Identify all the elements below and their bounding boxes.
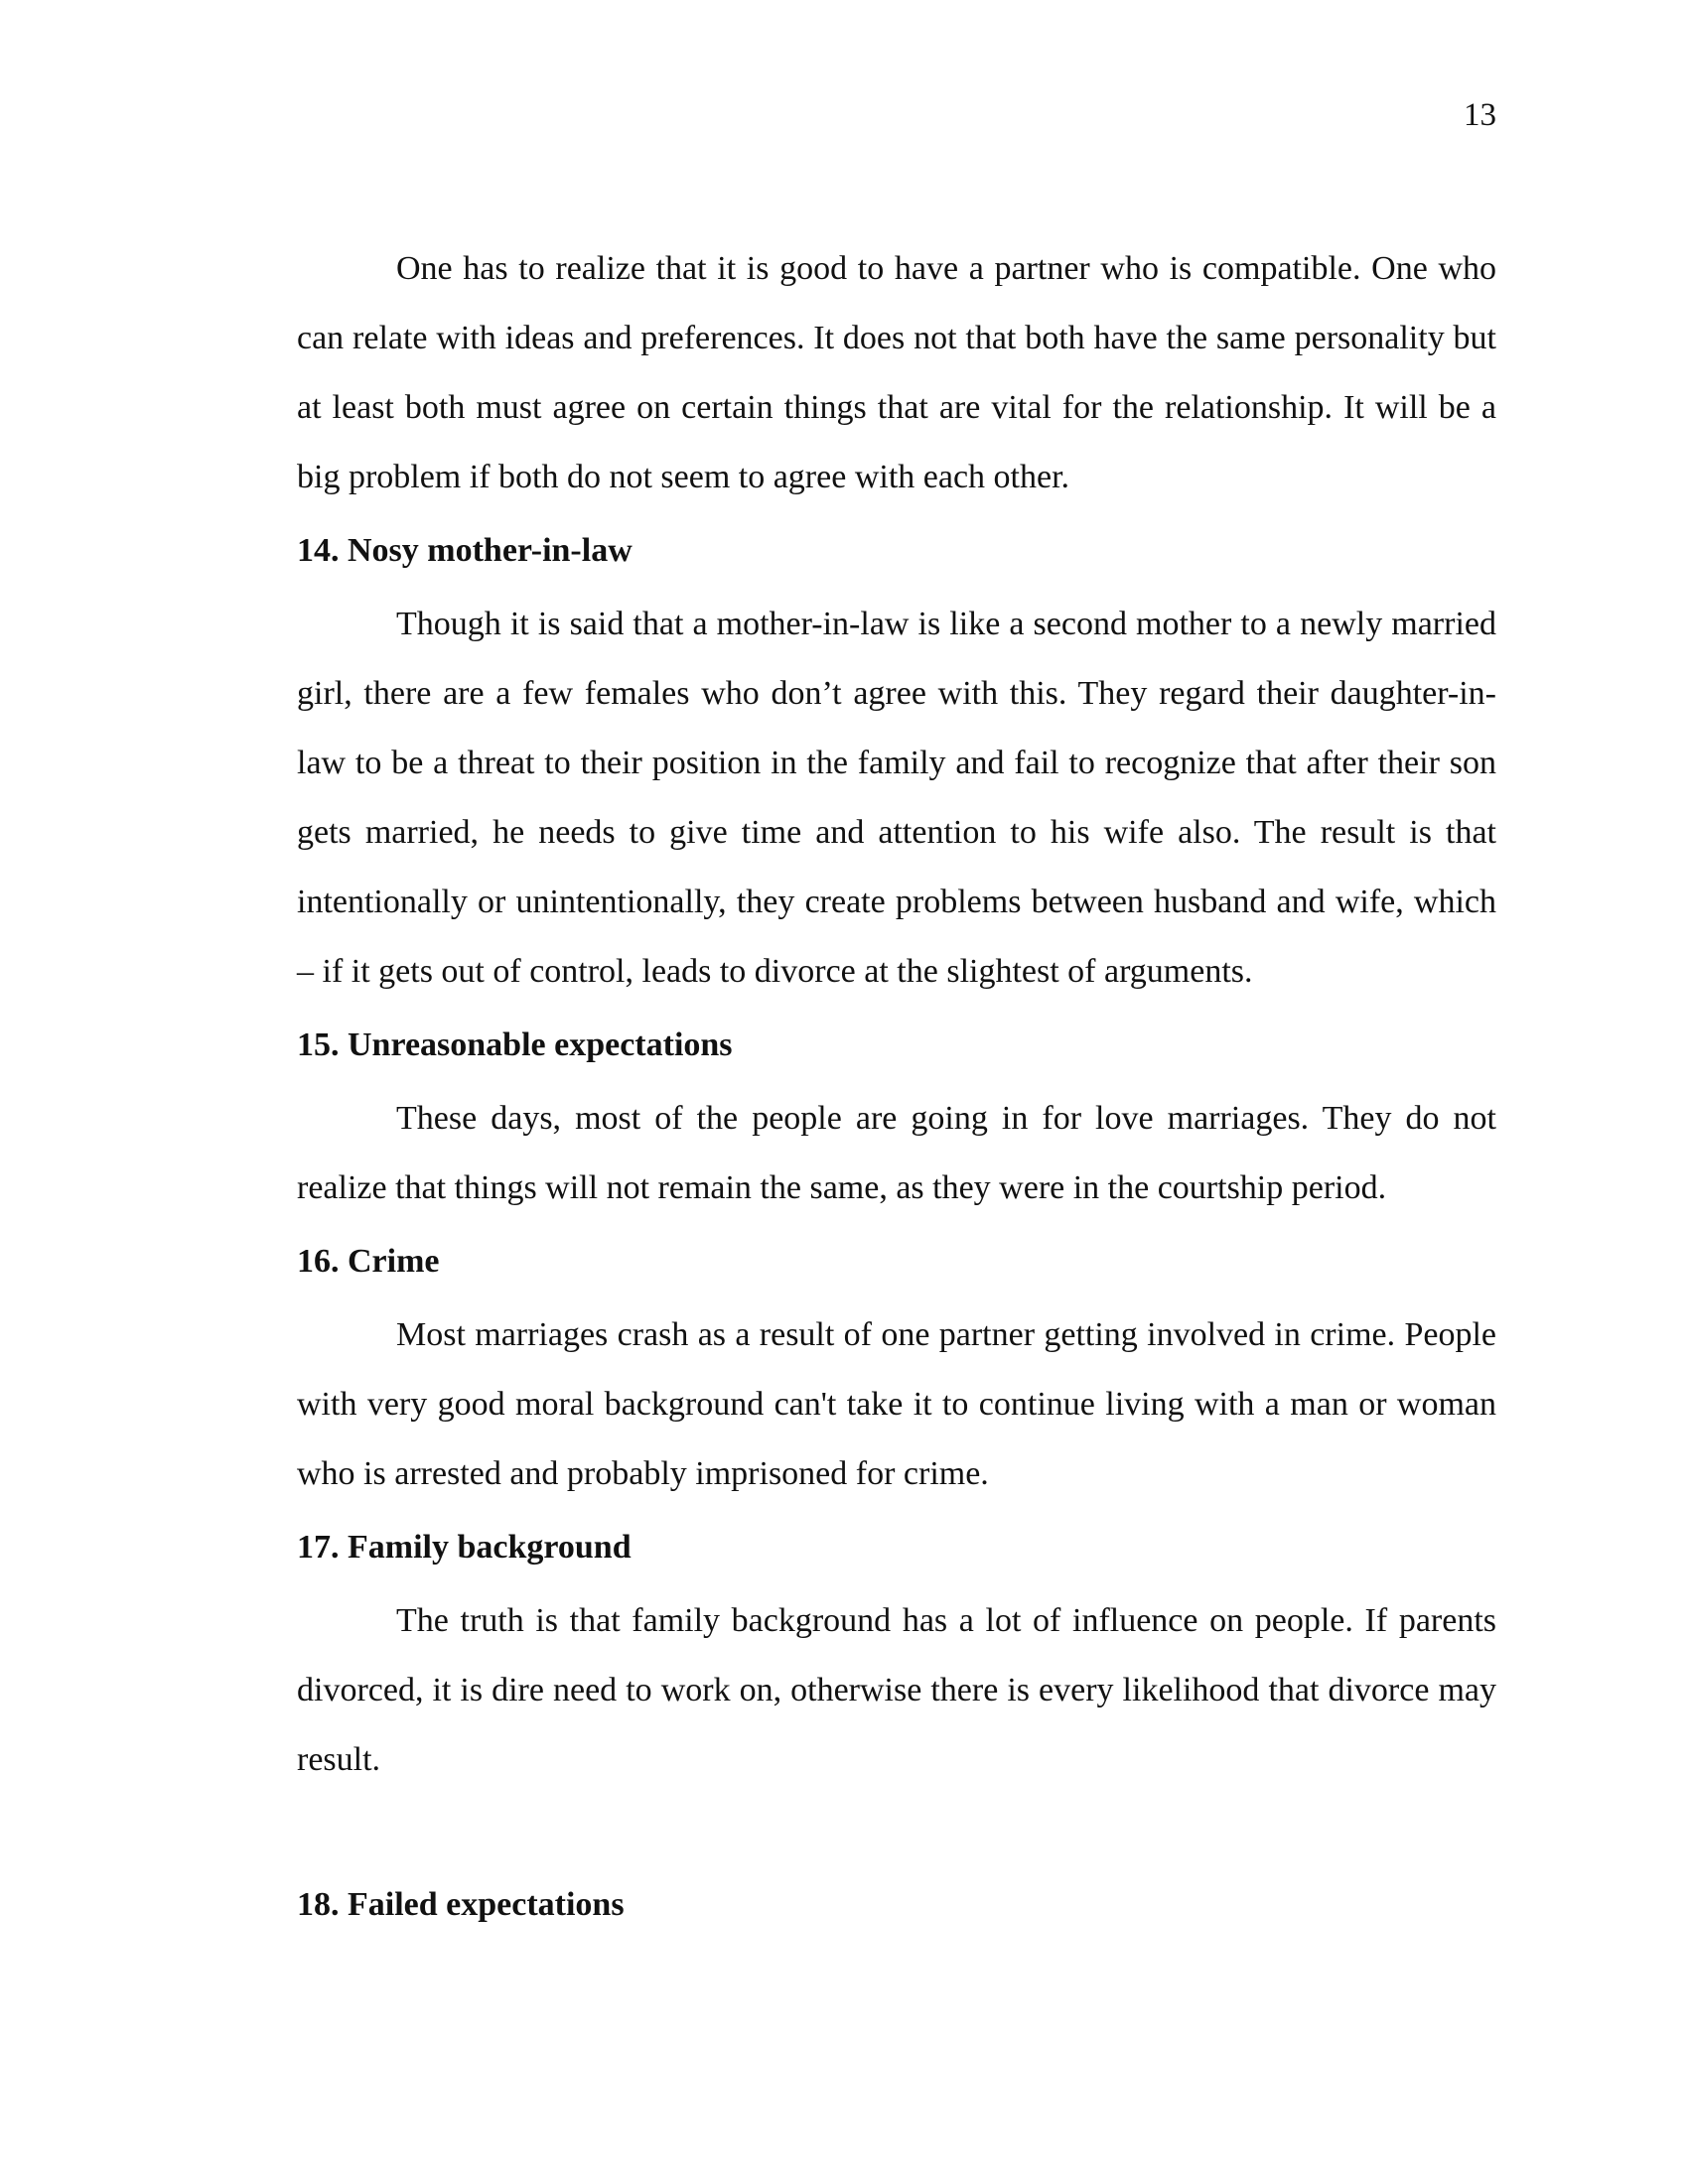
paragraph-compatibility: One has to realize that it is good to have a partner who is compatible. One who can relate with ideas and preferences. It does not that both have the same personality but at least both must agree on certain things that are vital for the relationship. It will be a big problem if both do not seem to agree with each other. <box>297 250 1496 495</box>
heading-family-background: 17. Family background <box>297 1529 632 1566</box>
page-number: 13 <box>1464 97 1496 133</box>
document-body <box>297 234 1496 1944</box>
paragraph-crime: Most marriages crash as a result of one partner getting involved in crime. People with very good moral background can't take it to continue living with a man or woman who is arrested and probably imprisoned for crime. <box>297 1316 1496 1492</box>
paragraph-family-background: The truth is that family background has a lot of influence on people. If parents divorced, it is dire need to work on, otherwise there is every likelihood that divorce may result. <box>297 1602 1496 1778</box>
heading-nosy-mother-in-law: 14. Nosy mother-in-law <box>297 532 633 569</box>
heading-failed-expectations: 18. Failed expectations <box>297 1886 625 1923</box>
paragraph-mother-in-law: Though it is said that a mother-in-law is like a second mother to a newly married girl, there are a few females who don’t agree with this. They regard their daughter-in-law to be a threat to their position in the family and fail to recognize that after their son gets married, he needs to give time and attention to his wife also. The result is that intentionally or unintentionally, they create problems between husband and wife, which – if it gets out of control, leads to divorce at the slightest of arguments. <box>297 606 1496 990</box>
section-spacer <box>297 1795 1496 1866</box>
heading-crime: 16. Crime <box>297 1243 440 1280</box>
heading-unreasonable-expectations: 15. Unreasonable expectations <box>297 1026 733 1063</box>
paragraph-unreasonable-expectations: These days, most of the people are going in for love marriages. They do not realize that things will not remain the same, as they were in the courtship period. <box>297 1100 1496 1206</box>
